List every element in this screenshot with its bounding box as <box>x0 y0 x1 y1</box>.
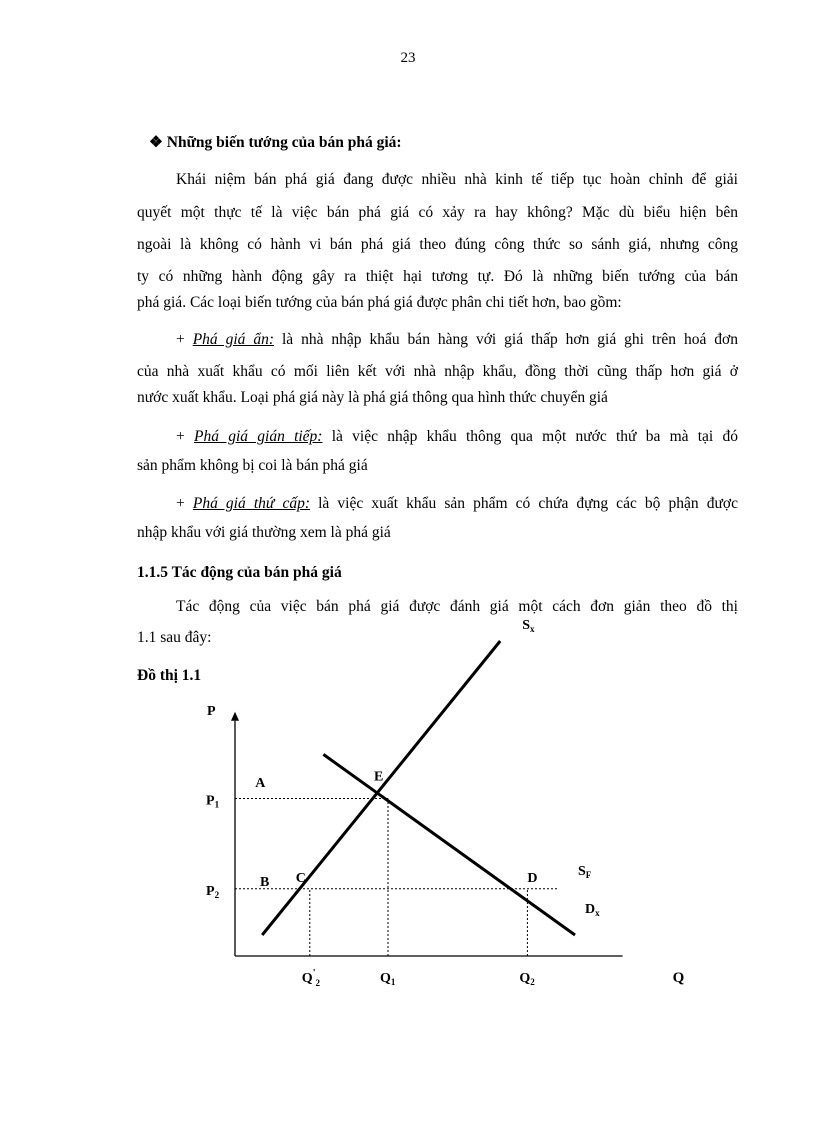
term-hidden-dumping: Phá giá ẩn: <box>192 331 275 348</box>
list-item-first-line: + Phá giá thứ cấp: là việc xuất khẩu sản phẩm có chứa đựng các bộ phận được <box>176 495 739 512</box>
section-heading: 1.1.5 Tác động của bán phá giá <box>137 564 342 581</box>
paragraph-line: Khái niệm bán phá giá đang được nhiều nhà kinh tế tiếp tục hoàn chỉnh để giải <box>176 171 738 188</box>
paragraph-line: ngoài là không có hành vi bán phá giá theo đúng công thức so sánh giá, nhưng công <box>137 236 738 253</box>
term-indirect-dumping: Phá giá gián tiếp: <box>194 428 323 445</box>
point-label-c: C <box>295 870 306 886</box>
page-number: 23 <box>400 50 416 66</box>
x-axis-label: Q <box>672 970 685 986</box>
x-tick-label: $Q'_2$ <box>301 968 320 988</box>
paragraph-line: Tác động của việc bán phá giá được đánh giá một cách đơn giản theo đồ thị <box>176 598 738 615</box>
list-item-line: nhập khẩu với giá thường xem là phá giá <box>137 524 391 541</box>
x-tick-label: $Q_2$ <box>519 971 535 987</box>
list-item-first-line: + Phá giá ẩn: là nhà nhập khẩu bán hàng với giá thấp hơn giá ghi trên hoá đơn <box>176 331 738 348</box>
list-item-first-line: + Phá giá gián tiếp: là việc nhập khẩu thông qua một nước thứ ba mà tại đó <box>176 428 738 445</box>
y-axis-arrow-icon <box>231 712 239 721</box>
diamond-bullet-icon: ❖ <box>149 134 163 151</box>
term-secondary-dumping: Phá giá thứ cấp: <box>192 495 311 512</box>
paragraph-line: 1.1 sau đây: <box>137 629 212 646</box>
series-label-sx: $S_x$ <box>522 618 535 634</box>
series-label-sf: $S_F$ <box>578 863 592 880</box>
series-line-sx <box>262 641 500 935</box>
point-label-d: D <box>527 870 538 886</box>
figure-label: Đồ thị 1.1 <box>137 667 202 684</box>
series-label-dx: $D_x$ <box>585 902 600 918</box>
bullet-heading-text: Những biến tướng của bán phá giá: <box>166 134 402 151</box>
series-line-dx <box>323 754 575 935</box>
list-item-line: sản phẩm không bị coi là bán phá giá <box>137 457 368 474</box>
list-item-line: nước xuất khẩu. Loại phá giá này là phá giá thông qua hình thức chuyển giá <box>137 389 608 406</box>
list-item-line: của nhà xuất khẩu có mối liên kết với nhà nhập khẩu, đồng thời cũng thấp hơn giá ở <box>137 363 738 380</box>
y-axis-label: P <box>207 703 216 719</box>
point-label-b: B <box>260 874 270 890</box>
point-label-e: E <box>374 769 384 785</box>
paragraph-line: quyết một thực tế là việc bán phá giá có xảy ra hay không? Mặc dù biểu hiện bên <box>137 204 738 221</box>
paragraph-line: phá giá. Các loại biến tướng của bán phá giá được phân chi tiết hơn, bao gồm: <box>137 294 622 311</box>
y-tick-label: $P_2$ <box>206 883 220 900</box>
x-tick-label: $Q_1$ <box>380 971 396 987</box>
paragraph-line: ty có những hành động gây ra thiệt hại tương tự. Đó là những biến tướng của bán <box>137 268 738 285</box>
point-label-a: A <box>255 776 266 792</box>
y-tick-label: $P_1$ <box>206 793 220 810</box>
